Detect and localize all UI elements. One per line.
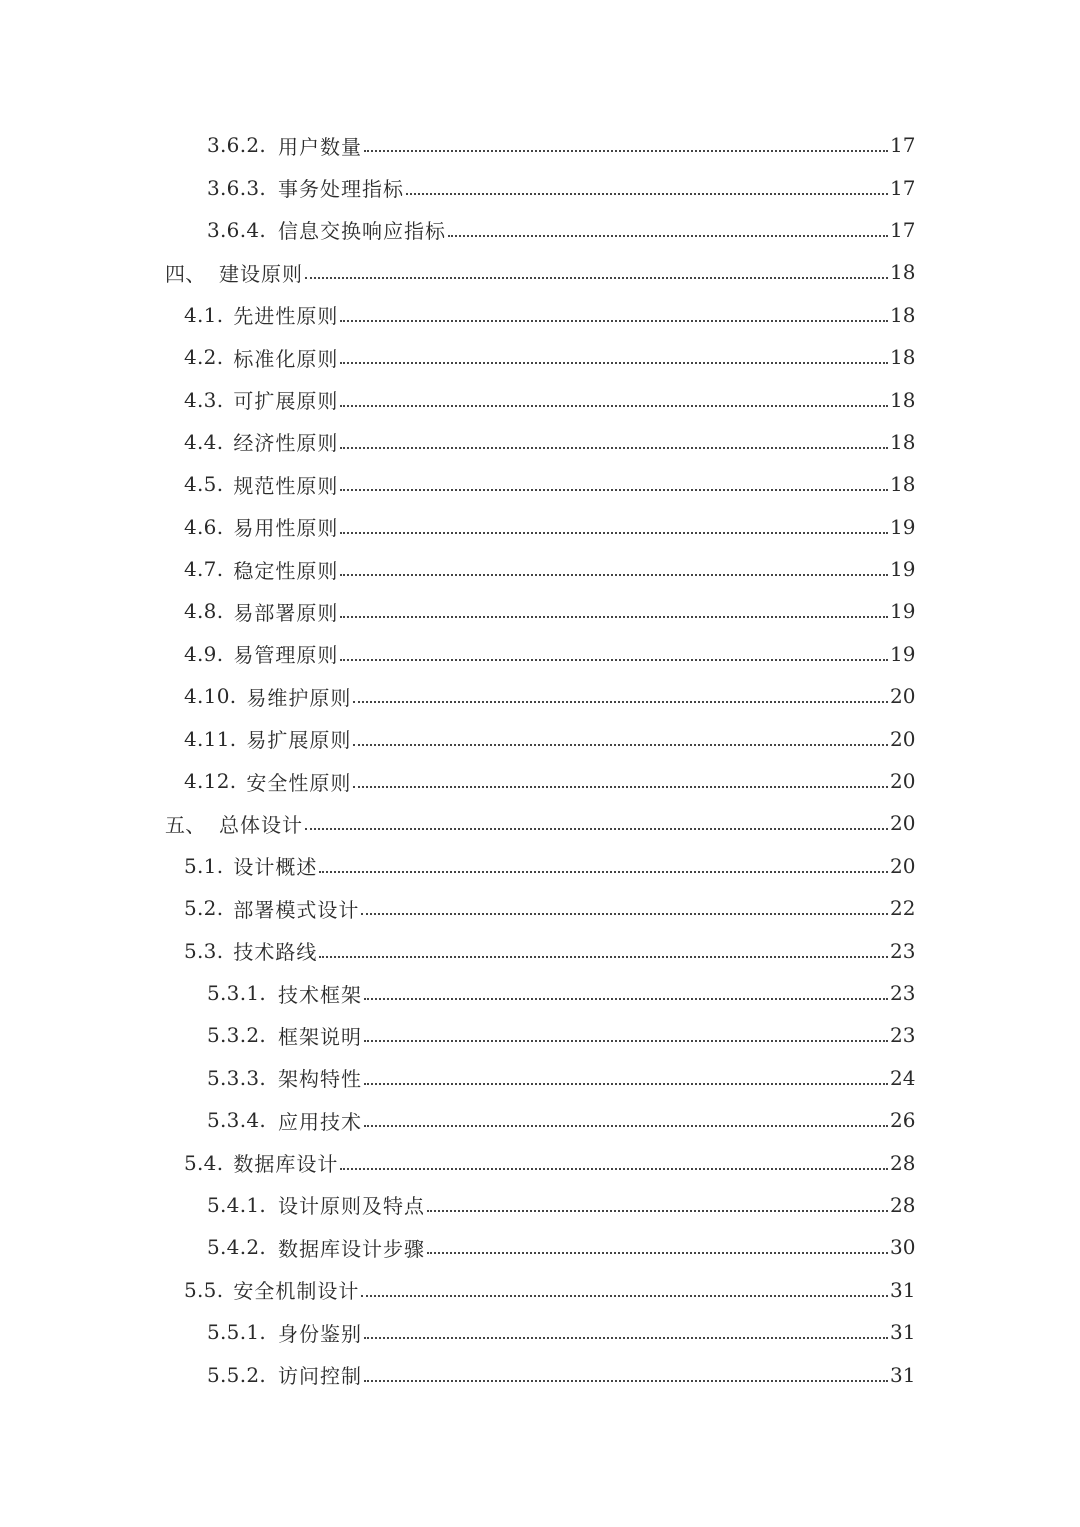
toc-dot-leader <box>340 362 888 364</box>
toc-entry[interactable] <box>0 1184 1080 1226</box>
toc-entry-title: 技术路线 <box>233 940 318 965</box>
toc-dot-leader <box>406 193 888 195</box>
toc-entry-page-number: 23 <box>890 1023 916 1048</box>
toc-entry-title: 总体设计 <box>219 812 303 837</box>
toc-entry[interactable] <box>0 209 1080 251</box>
toc-dot-leader <box>364 1380 888 1382</box>
toc-entry[interactable] <box>0 506 1080 548</box>
toc-entry-title: 框架说明 <box>278 1024 363 1049</box>
toc-entry-number: 5.5.2. <box>207 1362 267 1387</box>
toc-dot-leader <box>364 1337 888 1339</box>
toc-entry-page-number: 28 <box>890 1150 916 1175</box>
toc-entry-number: 4.6. <box>184 514 224 539</box>
toc-entry-number: 五、 <box>165 812 206 837</box>
toc-entry-number: 5.3. <box>184 938 224 963</box>
toc-dot-leader <box>364 1083 888 1085</box>
toc-entry-number: 4.7. <box>184 557 224 582</box>
toc-entry[interactable] <box>0 845 1080 887</box>
toc-entry-page-number: 17 <box>890 175 916 200</box>
toc-entry-title: 经济性原则 <box>233 431 339 456</box>
toc-entry-title: 身份鉴别 <box>278 1321 363 1346</box>
toc-dot-leader <box>305 828 888 830</box>
toc-entry[interactable] <box>0 929 1080 971</box>
toc-entry-number: 5.4. <box>184 1150 224 1175</box>
toc-entry-number: 4.11. <box>184 726 237 751</box>
toc-entry-page-number: 18 <box>890 302 916 327</box>
toc-entry[interactable] <box>0 590 1080 632</box>
toc-entry[interactable] <box>0 1057 1080 1099</box>
toc-entry-title: 稳定性原则 <box>233 558 339 583</box>
toc-entry[interactable] <box>0 1226 1080 1268</box>
toc-entry[interactable] <box>0 1353 1080 1395</box>
toc-dot-leader <box>353 701 888 703</box>
toc-entry-title: 应用技术 <box>278 1109 363 1134</box>
toc-entry-page-number: 31 <box>890 1362 916 1387</box>
toc-entry-title: 数据库设计 <box>233 1152 339 1177</box>
toc-entry[interactable] <box>0 1311 1080 1353</box>
toc-entry[interactable] <box>0 1141 1080 1183</box>
toc-entry-page-number: 22 <box>890 896 916 921</box>
toc-entry[interactable] <box>0 717 1080 759</box>
toc-entry-page-number: 20 <box>890 853 916 878</box>
toc-entry-page-number: 23 <box>890 981 916 1005</box>
toc-entry-title: 事务处理指标 <box>278 177 405 202</box>
toc-entry-number: 3.6.4. <box>207 217 267 242</box>
toc-entry-page-number: 19 <box>890 641 916 666</box>
toc-entry[interactable] <box>0 1014 1080 1056</box>
toc-entry-title: 建设原则 <box>219 261 303 286</box>
toc-entry[interactable] <box>0 548 1080 590</box>
toc-dot-leader <box>319 956 888 958</box>
toc-entry-page-number: 20 <box>890 811 916 836</box>
toc-dot-leader <box>361 1295 888 1297</box>
toc-entry-title: 访问控制 <box>278 1364 363 1389</box>
toc-entry[interactable] <box>0 336 1080 378</box>
toc-entry-number: 5.5. <box>184 1277 224 1302</box>
toc-entry[interactable] <box>0 675 1080 717</box>
toc-entry-number: 4.1. <box>184 302 224 327</box>
toc-entry-page-number: 19 <box>890 514 916 539</box>
toc-entry[interactable] <box>0 166 1080 208</box>
toc-entry[interactable] <box>0 463 1080 505</box>
toc-entry-number: 5.5.1. <box>207 1320 267 1345</box>
toc-entry-page-number: 19 <box>890 599 916 624</box>
toc-entry-page-number: 17 <box>890 133 916 158</box>
toc-entry-number: 5.4.1. <box>207 1192 267 1217</box>
toc-entry-number: 5.3.4. <box>207 1108 267 1133</box>
toc-entry-title: 技术框架 <box>278 982 363 1007</box>
toc-entry-page-number: 18 <box>890 387 916 412</box>
toc-entry-title: 部署模式设计 <box>233 897 360 922</box>
toc-entry-page-number: 26 <box>890 1108 916 1133</box>
toc-dot-leader <box>361 913 888 915</box>
toc-dot-leader <box>340 405 888 407</box>
toc-entry-number: 5.1. <box>184 853 224 878</box>
toc-entry-number: 5.3.1. <box>207 981 267 1005</box>
toc-dot-leader <box>340 616 888 618</box>
toc-entry-number: 4.2. <box>184 345 224 370</box>
toc-entry-number: 5.3.3. <box>207 1065 267 1090</box>
toc-entry-page-number: 30 <box>890 1235 916 1260</box>
toc-entry-title: 可扩展原则 <box>233 389 339 414</box>
toc-entry[interactable] <box>0 251 1080 293</box>
toc-entry-page-number: 18 <box>890 345 916 370</box>
toc-entry-number: 5.4.2. <box>207 1235 267 1260</box>
toc-dot-leader <box>427 1252 888 1254</box>
toc-entry-page-number: 24 <box>890 1065 916 1090</box>
toc-entry-title: 设计概述 <box>233 855 318 880</box>
toc-dot-leader <box>340 1168 888 1170</box>
toc-entry-title: 架构特性 <box>278 1067 363 1092</box>
toc-dot-leader <box>353 744 888 746</box>
toc-entry[interactable] <box>0 378 1080 420</box>
toc-entry-page-number: 18 <box>890 260 916 285</box>
toc-dot-leader <box>340 320 888 322</box>
toc-entry-page-number: 19 <box>890 557 916 582</box>
toc-entry-number: 5.3.2. <box>207 1023 267 1048</box>
toc-entry[interactable] <box>0 124 1080 166</box>
toc-dot-leader <box>340 574 888 576</box>
toc-entry-title: 易部署原则 <box>233 600 339 625</box>
toc-dot-leader <box>364 998 888 1000</box>
toc-entry-number: 4.4. <box>184 429 224 454</box>
toc-entry[interactable] <box>0 633 1080 675</box>
toc-entry-number: 4.5. <box>184 472 224 497</box>
toc-entry-title: 数据库设计步骤 <box>278 1236 426 1261</box>
toc-entry-title: 信息交换响应指标 <box>278 219 447 244</box>
toc-entry-number: 4.10. <box>184 684 237 709</box>
toc-dot-leader <box>340 447 888 449</box>
toc-entry[interactable] <box>0 421 1080 463</box>
toc-entry-number: 4.8. <box>184 599 224 624</box>
toc-entry-page-number: 20 <box>890 684 916 709</box>
toc-entry-number: 4.12. <box>184 769 237 794</box>
toc-entry-page-number: 31 <box>890 1320 916 1345</box>
toc-entry[interactable] <box>0 1099 1080 1141</box>
toc-entry-title: 标准化原则 <box>233 346 339 371</box>
toc-entry-number: 3.6.3. <box>207 175 267 200</box>
toc-entry-page-number: 28 <box>890 1192 916 1217</box>
toc-entry-title: 先进性原则 <box>233 304 339 329</box>
toc-entry[interactable] <box>0 802 1080 844</box>
toc-entry-page-number: 31 <box>890 1277 916 1302</box>
toc-entry-number: 5.2. <box>184 896 224 921</box>
toc-dot-leader <box>364 1125 888 1127</box>
toc-dot-leader <box>340 659 888 661</box>
toc-entry-page-number: 18 <box>890 472 916 497</box>
toc-entry-title: 易用性原则 <box>233 516 339 541</box>
toc-entry-number: 四、 <box>165 261 206 286</box>
toc-entry-title: 易管理原则 <box>233 643 339 668</box>
toc-entry[interactable] <box>0 887 1080 929</box>
toc-dot-leader <box>340 489 888 491</box>
toc-entry[interactable] <box>0 1269 1080 1311</box>
toc-dot-leader <box>319 871 888 873</box>
toc-entry-title: 用户数量 <box>278 134 363 159</box>
toc-dot-leader <box>364 150 888 152</box>
toc-entry-page-number: 20 <box>890 769 916 794</box>
toc-entry-page-number: 20 <box>890 726 916 751</box>
toc-dot-leader <box>353 786 888 788</box>
toc-entry-number: 3.6.2. <box>207 133 267 158</box>
toc-dot-leader <box>427 1210 888 1212</box>
toc-entry[interactable] <box>0 972 1080 1014</box>
toc-dot-leader <box>305 277 888 279</box>
toc-entry-page-number: 18 <box>890 429 916 454</box>
toc-entry-number: 4.3. <box>184 387 224 412</box>
toc-dot-leader <box>340 532 888 534</box>
toc-entry-title: 安全性原则 <box>246 770 352 795</box>
toc-entry-title: 易维护原则 <box>246 685 352 710</box>
toc-entry[interactable] <box>0 760 1080 802</box>
toc-entry-number: 4.9. <box>184 641 224 666</box>
toc-dot-leader <box>448 235 888 237</box>
toc-entry-title: 安全机制设计 <box>233 1279 360 1304</box>
toc-entry[interactable] <box>0 294 1080 336</box>
toc-dot-leader <box>364 1040 888 1042</box>
toc-entry-title: 规范性原则 <box>233 473 339 498</box>
toc-entry-title: 设计原则及特点 <box>278 1194 426 1219</box>
toc-entry-page-number: 23 <box>890 938 916 963</box>
table-of-contents <box>0 124 1080 1396</box>
toc-entry-title: 易扩展原则 <box>246 728 352 753</box>
toc-entry-page-number: 17 <box>890 217 916 242</box>
